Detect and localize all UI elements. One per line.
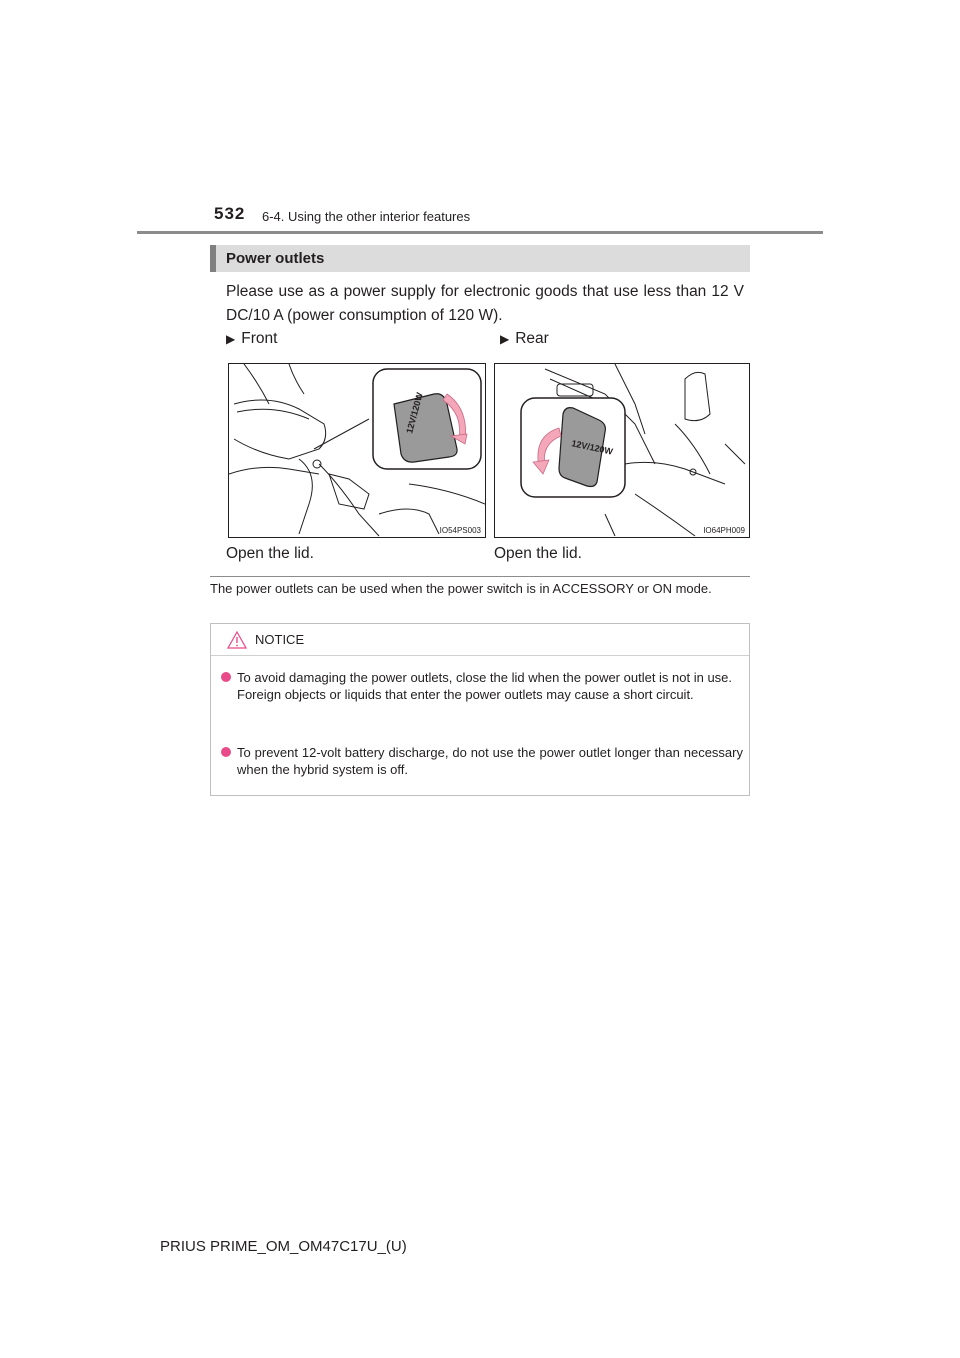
notice-item: [221, 669, 743, 703]
front-label: ▶ Front: [226, 330, 278, 347]
pink-bullet-icon: [221, 747, 231, 757]
front-outlet-illustration: [228, 363, 486, 538]
front-console-drawing: [229, 364, 485, 537]
front-lid-text: 12V/120W: [404, 391, 425, 435]
section-heading-bar: [210, 245, 750, 272]
notice-item-text: To avoid damaging the power outlets, close the lid when the power outlet is not in use.: [237, 670, 733, 685]
page-number: 532: [214, 204, 246, 223]
notice-item: [221, 744, 743, 778]
section-heading: Power outlets: [226, 250, 325, 267]
section-title: 6-4. Using the other interior features: [262, 209, 471, 224]
triangle-bullet-icon: ▶: [226, 332, 236, 346]
rear-console-drawing: [495, 364, 749, 537]
intro-paragraph: Please use as a power supply for electronic goods that use less than 12 V DC/10 A (power consumption of 120 W).: [226, 283, 744, 324]
pink-bullet-icon: [221, 672, 231, 682]
front-figure-code: IO54PS003: [439, 526, 481, 535]
rear-outlet-illustration: [494, 363, 750, 538]
warning-triangle-icon: [227, 631, 247, 649]
notice-box: [210, 623, 750, 796]
rear-figure-code: IO64PH009: [703, 526, 745, 535]
rear-lid-text: 12V/120W: [570, 438, 614, 457]
usage-note: The power outlets can be used when the power switch is in ACCESSORY or ON mode.: [210, 581, 712, 596]
rear-label: ▶ Rear: [500, 330, 549, 347]
triangle-bullet-icon: ▶: [500, 332, 510, 346]
front-caption: Open the lid.: [226, 545, 314, 562]
divider: [210, 576, 750, 577]
rear-caption: Open the lid.: [494, 545, 582, 562]
notice-title: NOTICE: [255, 632, 305, 647]
notice-item-text: Foreign objects or liquids that enter the power outlets may cause a short circuit.: [237, 687, 694, 702]
notice-item-text: To prevent 12-volt battery discharge, do not use the power outlet longer than necessary when the hybrid system is off.: [237, 745, 743, 777]
header-rule: [137, 231, 823, 234]
footer-doc-id: PRIUS PRIME_OM_OM47C17U_(U): [160, 1238, 407, 1255]
notice-header: [211, 624, 749, 656]
